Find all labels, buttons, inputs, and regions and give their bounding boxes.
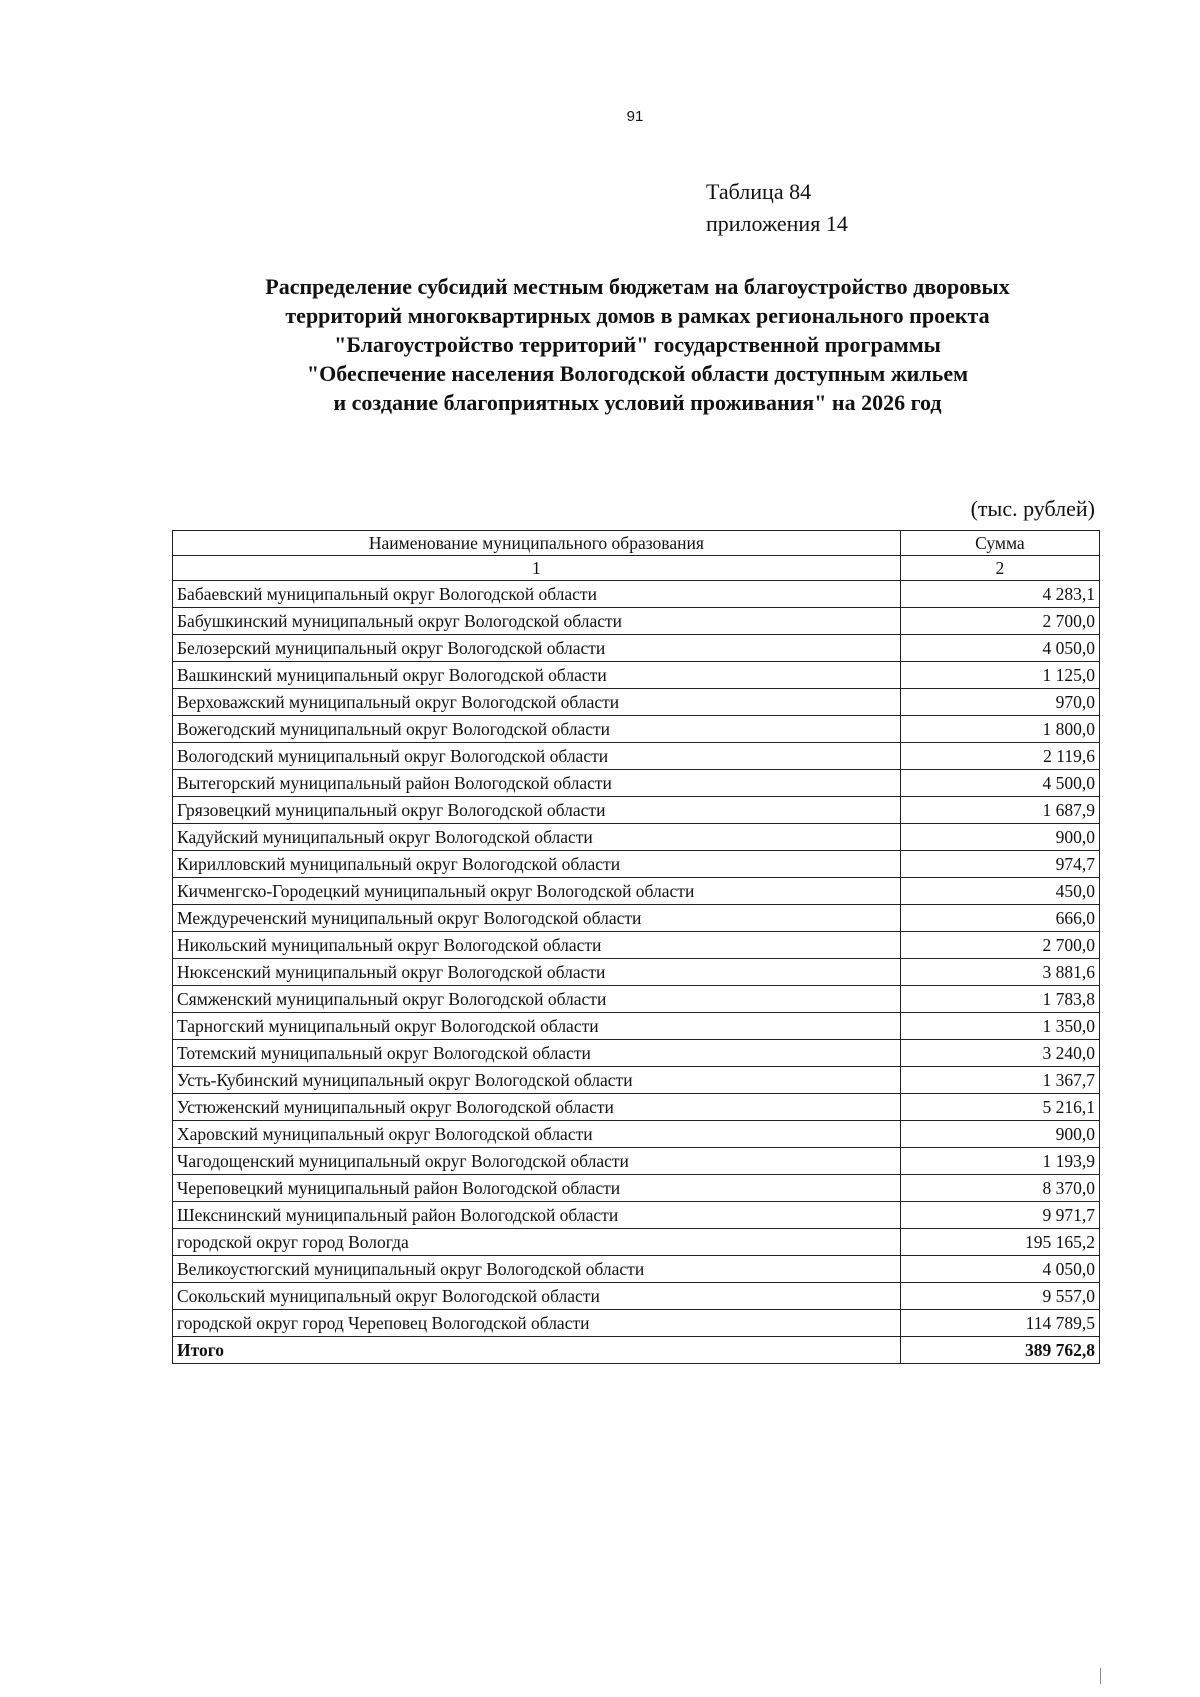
- municipality-name-cell: Вытегорский муниципальный район Вологодской области: [173, 770, 901, 797]
- amount-cell: 1 687,9: [900, 797, 1099, 824]
- table-row: [173, 689, 1100, 716]
- municipality-name-cell: Устюженский муниципальный округ Вологодской области: [173, 1094, 901, 1121]
- header-sum-cell: Сумма: [900, 531, 1099, 556]
- amount-cell: 1 800,0: [900, 716, 1099, 743]
- amount-cell: 1 193,9: [900, 1148, 1099, 1175]
- municipality-name-cell: Вологодский муниципальный округ Вологодской области: [173, 743, 901, 770]
- amount-cell: 2 700,0: [900, 608, 1099, 635]
- title-line: и создание благоприятных условий проживания" на 2026 год: [333, 390, 942, 415]
- amount-cell: 900,0: [900, 1121, 1099, 1148]
- amount-cell: 9 971,7: [900, 1202, 1099, 1229]
- municipality-name-cell: Череповецкий муниципальный район Вологодской области: [173, 1175, 901, 1202]
- municipality-name-cell: Великоустюгский муниципальный округ Вологодской области: [173, 1256, 901, 1283]
- municipality-name-cell: Кирилловский муниципальный округ Вологодской области: [173, 851, 901, 878]
- column-number-sum: 2: [900, 556, 1099, 581]
- municipality-name-cell: Бабаевский муниципальный округ Вологодской области: [173, 581, 901, 608]
- table-row: [173, 1094, 1100, 1121]
- table-header-row: [173, 531, 1100, 556]
- amount-cell: 1 783,8: [900, 986, 1099, 1013]
- amount-cell: 4 283,1: [900, 581, 1099, 608]
- amount-cell: 9 557,0: [900, 1283, 1099, 1310]
- municipality-name-cell: Никольский муниципальный округ Вологодской области: [173, 932, 901, 959]
- municipality-name-cell: Вожегодский муниципальный округ Вологодской области: [173, 716, 901, 743]
- table-row: [173, 1121, 1100, 1148]
- amount-cell: 900,0: [900, 824, 1099, 851]
- municipality-name-cell: Кадуйский муниципальный округ Вологодской области: [173, 824, 901, 851]
- amount-cell: 195 165,2: [900, 1229, 1099, 1256]
- municipality-name-cell: городской округ город Череповец Вологодской области: [173, 1310, 901, 1337]
- amount-cell: 1 125,0: [900, 662, 1099, 689]
- amount-cell: 2 700,0: [900, 932, 1099, 959]
- title-line: "Обеспечение населения Вологодской области доступным жильем: [306, 361, 969, 386]
- municipality-name-cell: Усть-Кубинский муниципальный округ Вологодской области: [173, 1067, 901, 1094]
- municipality-name-cell: Белозерский муниципальный округ Вологодской области: [173, 635, 901, 662]
- municipality-name-cell: Сямженский муниципальный округ Вологодской области: [173, 986, 901, 1013]
- amount-cell: 3 240,0: [900, 1040, 1099, 1067]
- amount-cell: 4 500,0: [900, 770, 1099, 797]
- table-row: [173, 905, 1100, 932]
- column-number-name: 1: [173, 556, 901, 581]
- amount-cell: 4 050,0: [900, 1256, 1099, 1283]
- amount-cell: 970,0: [900, 689, 1099, 716]
- margin-mark: [1100, 1668, 1101, 1684]
- table-row: [173, 851, 1100, 878]
- amount-cell: 8 370,0: [900, 1175, 1099, 1202]
- table-row: [173, 1202, 1100, 1229]
- unit-label: (тыс. рублей): [970, 496, 1095, 521]
- table-row: [173, 824, 1100, 851]
- table-row: [173, 1148, 1100, 1175]
- municipality-name-cell: Междуреченский муниципальный округ Вологодской области: [173, 905, 901, 932]
- municipality-name-cell: Шекснинский муниципальный район Вологодской области: [173, 1202, 901, 1229]
- amount-cell: 114 789,5: [900, 1310, 1099, 1337]
- table-row: [173, 743, 1100, 770]
- total-label-cell: Итого: [173, 1337, 901, 1364]
- amount-cell: 1 350,0: [900, 1013, 1099, 1040]
- table-row: [173, 1067, 1100, 1094]
- table-row: [173, 581, 1100, 608]
- municipality-name-cell: Нюксенский муниципальный округ Вологодской области: [173, 959, 901, 986]
- municipality-name-cell: Верховажский муниципальный округ Вологодской области: [173, 689, 901, 716]
- amount-cell: 450,0: [900, 878, 1099, 905]
- document-title: [150, 272, 1125, 417]
- table-reference-appendix: приложения 14: [706, 211, 848, 236]
- table-row: [173, 1175, 1100, 1202]
- title-line: Распределение субсидий местным бюджетам на благоустройство дворовых: [265, 274, 1010, 299]
- table-row: [173, 608, 1100, 635]
- table-row: [173, 662, 1100, 689]
- table-row: [173, 1256, 1100, 1283]
- municipality-name-cell: Харовский муниципальный округ Вологодской области: [173, 1121, 901, 1148]
- table-row: [173, 1040, 1100, 1067]
- table-row: [173, 959, 1100, 986]
- table-row: [173, 1283, 1100, 1310]
- subsidy-table: [172, 530, 1100, 1364]
- municipality-name-cell: Бабушкинский муниципальный округ Вологодской области: [173, 608, 901, 635]
- municipality-name-cell: Чагодощенский муниципальный округ Вологодской области: [173, 1148, 901, 1175]
- amount-cell: 666,0: [900, 905, 1099, 932]
- table-row: [173, 878, 1100, 905]
- amount-cell: 3 881,6: [900, 959, 1099, 986]
- column-number-row: [173, 556, 1100, 581]
- table-row: [173, 932, 1100, 959]
- header-name-cell: Наименование муниципального образования: [173, 531, 901, 556]
- municipality-name-cell: городской округ город Вологда: [173, 1229, 901, 1256]
- amount-cell: 5 216,1: [900, 1094, 1099, 1121]
- table-row: [173, 1013, 1100, 1040]
- table-reference: [706, 176, 848, 240]
- amount-cell: 1 367,7: [900, 1067, 1099, 1094]
- table-row: [173, 635, 1100, 662]
- table-body: [173, 531, 1100, 1364]
- municipality-name-cell: Вашкинский муниципальный округ Вологодской области: [173, 662, 901, 689]
- title-line: "Благоустройство территорий" государственной программы: [334, 332, 941, 357]
- table-row: [173, 1310, 1100, 1337]
- table-row: [173, 770, 1100, 797]
- municipality-name-cell: Сокольский муниципальный округ Вологодской области: [173, 1283, 901, 1310]
- table-reference-number: Таблица 84: [706, 179, 812, 204]
- table-row: [173, 716, 1100, 743]
- municipality-name-cell: Тарногский муниципальный округ Вологодской области: [173, 1013, 901, 1040]
- total-amount-cell: 389 762,8: [900, 1337, 1099, 1364]
- table-row: [173, 986, 1100, 1013]
- municipality-name-cell: Тотемский муниципальный округ Вологодской области: [173, 1040, 901, 1067]
- amount-cell: 974,7: [900, 851, 1099, 878]
- amount-cell: 2 119,6: [900, 743, 1099, 770]
- municipality-name-cell: Грязовецкий муниципальный округ Вологодской области: [173, 797, 901, 824]
- table-row: [173, 797, 1100, 824]
- table-row: [173, 1229, 1100, 1256]
- title-line: территорий многоквартирных домов в рамках регионального проекта: [285, 303, 990, 328]
- total-row: [173, 1337, 1100, 1364]
- page-number: 91: [626, 108, 644, 125]
- amount-cell: 4 050,0: [900, 635, 1099, 662]
- municipality-name-cell: Кичменгско-Городецкий муниципальный округ Вологодской области: [173, 878, 901, 905]
